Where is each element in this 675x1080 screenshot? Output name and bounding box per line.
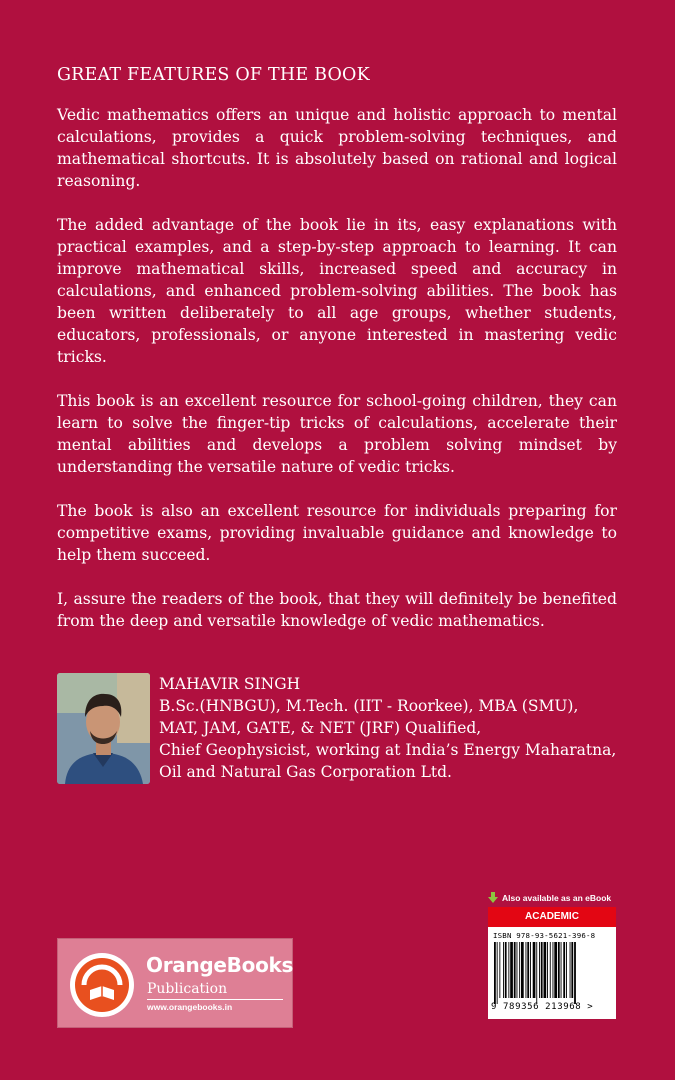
barcode-stripe xyxy=(570,942,571,998)
author-portrait-icon xyxy=(57,673,150,784)
barcode-stripe xyxy=(497,942,498,1004)
author-block xyxy=(57,673,637,785)
paragraph-assurance: I, assure the readers of the book, that they will definitely be benefited from the deep and versatile knowledge of vedic mathematics. xyxy=(57,590,617,630)
publisher-subtitle: Publication xyxy=(147,981,228,997)
barcode-stripe xyxy=(563,942,565,998)
category-band: ACADEMIC xyxy=(488,907,616,927)
barcode-stripe xyxy=(554,942,557,998)
isbn-barcode-box xyxy=(488,907,616,1019)
isbn-label: ISBN 978-93-5621-396-8 xyxy=(493,931,596,940)
barcode-bars xyxy=(492,942,612,1004)
publisher-url: www.orangebooks.in xyxy=(147,1002,233,1012)
barcode-stripe xyxy=(574,942,576,1004)
barcode-stripe xyxy=(494,942,496,1004)
barcode-stripe xyxy=(561,942,562,998)
barcode-stripe xyxy=(519,942,520,998)
author-position: Chief Geophysicist, working at India’s Energy Maharatna, xyxy=(159,741,617,759)
barcode-stripe xyxy=(539,942,540,998)
barcode-stripe xyxy=(503,942,504,998)
barcode-stripe xyxy=(536,942,537,1004)
author-degrees: B.Sc.(HNBGU), M.Tech. (IIT - Roorkee), MBA (SMU), xyxy=(159,697,579,715)
barcode-stripe xyxy=(541,942,543,998)
orangebooks-logo-icon xyxy=(69,952,135,1018)
barcode-stripe xyxy=(527,942,529,998)
author-credentials xyxy=(159,673,639,783)
publisher-logo-box xyxy=(57,938,293,1028)
barcode-stripe xyxy=(544,942,547,998)
barcode-stripe xyxy=(533,942,536,998)
publisher-divider xyxy=(147,999,283,1000)
barcode-stripe xyxy=(521,942,524,998)
isbn-digits: 9 789356 213968 > xyxy=(491,1002,594,1012)
paragraph-exams: The book is also an excellent resource for individuals preparing for competitive exams, providing invaluable guidance and knowledge to help them succeed. xyxy=(57,502,617,564)
barcode-stripe xyxy=(547,942,548,998)
barcode-stripe xyxy=(526,942,527,998)
paragraph-children: This book is an excellent resource for school-going children, they can learn to solve the finger-tip tricks of calculations, accelerate their mental abilities and develops a problem solving mindset by understanding the versatile nature of vedic tricks. xyxy=(57,392,617,476)
barcode-stripe xyxy=(550,942,551,998)
barcode-stripe xyxy=(530,942,531,998)
barcode-stripe xyxy=(499,942,500,998)
barcode-stripe xyxy=(558,942,560,998)
ebook-note: Also available as an eBook xyxy=(502,893,612,903)
publisher-name: OrangeBooks xyxy=(146,953,294,977)
author-name: MAHAVIR SINGH xyxy=(159,675,301,693)
author-qualifications: MAT, JAM, GATE, & NET (JRF) Qualified, xyxy=(159,719,482,737)
barcode-stripe xyxy=(508,942,509,998)
author-photo xyxy=(57,673,150,784)
back-cover-text xyxy=(57,62,617,654)
barcode-stripe xyxy=(510,942,513,998)
barcode-stripe xyxy=(553,942,554,998)
download-arrow-icon xyxy=(488,892,498,904)
barcode-stripe xyxy=(566,942,567,998)
paragraph-intro: Vedic mathematics offers an unique and holistic approach to mental calculations, provides a quick problem-solving techniques, and mathematical shortcuts. It is absolutely based on rational and logical reasoning. xyxy=(57,106,617,190)
paragraph-advantage: The added advantage of the book lie in its, easy explanations with practical examples, and a step-by-step approach to learning. It can improve mathematical skills, increased speed and accuracy in calculations, and enhanced problem-solving abilities. The book has been written deliberately to all age groups, whether students, educators, professionals, or anyone interested in mastering vedic tricks. xyxy=(57,216,617,366)
barcode-stripe xyxy=(571,942,573,998)
barcode-stripe xyxy=(505,942,507,998)
barcode-stripe xyxy=(514,942,516,998)
author-employer: Oil and Natural Gas Corporation Ltd. xyxy=(159,763,452,781)
barcode-stripe xyxy=(517,942,518,998)
section-heading: GREAT FEATURES OF THE BOOK xyxy=(57,65,370,85)
